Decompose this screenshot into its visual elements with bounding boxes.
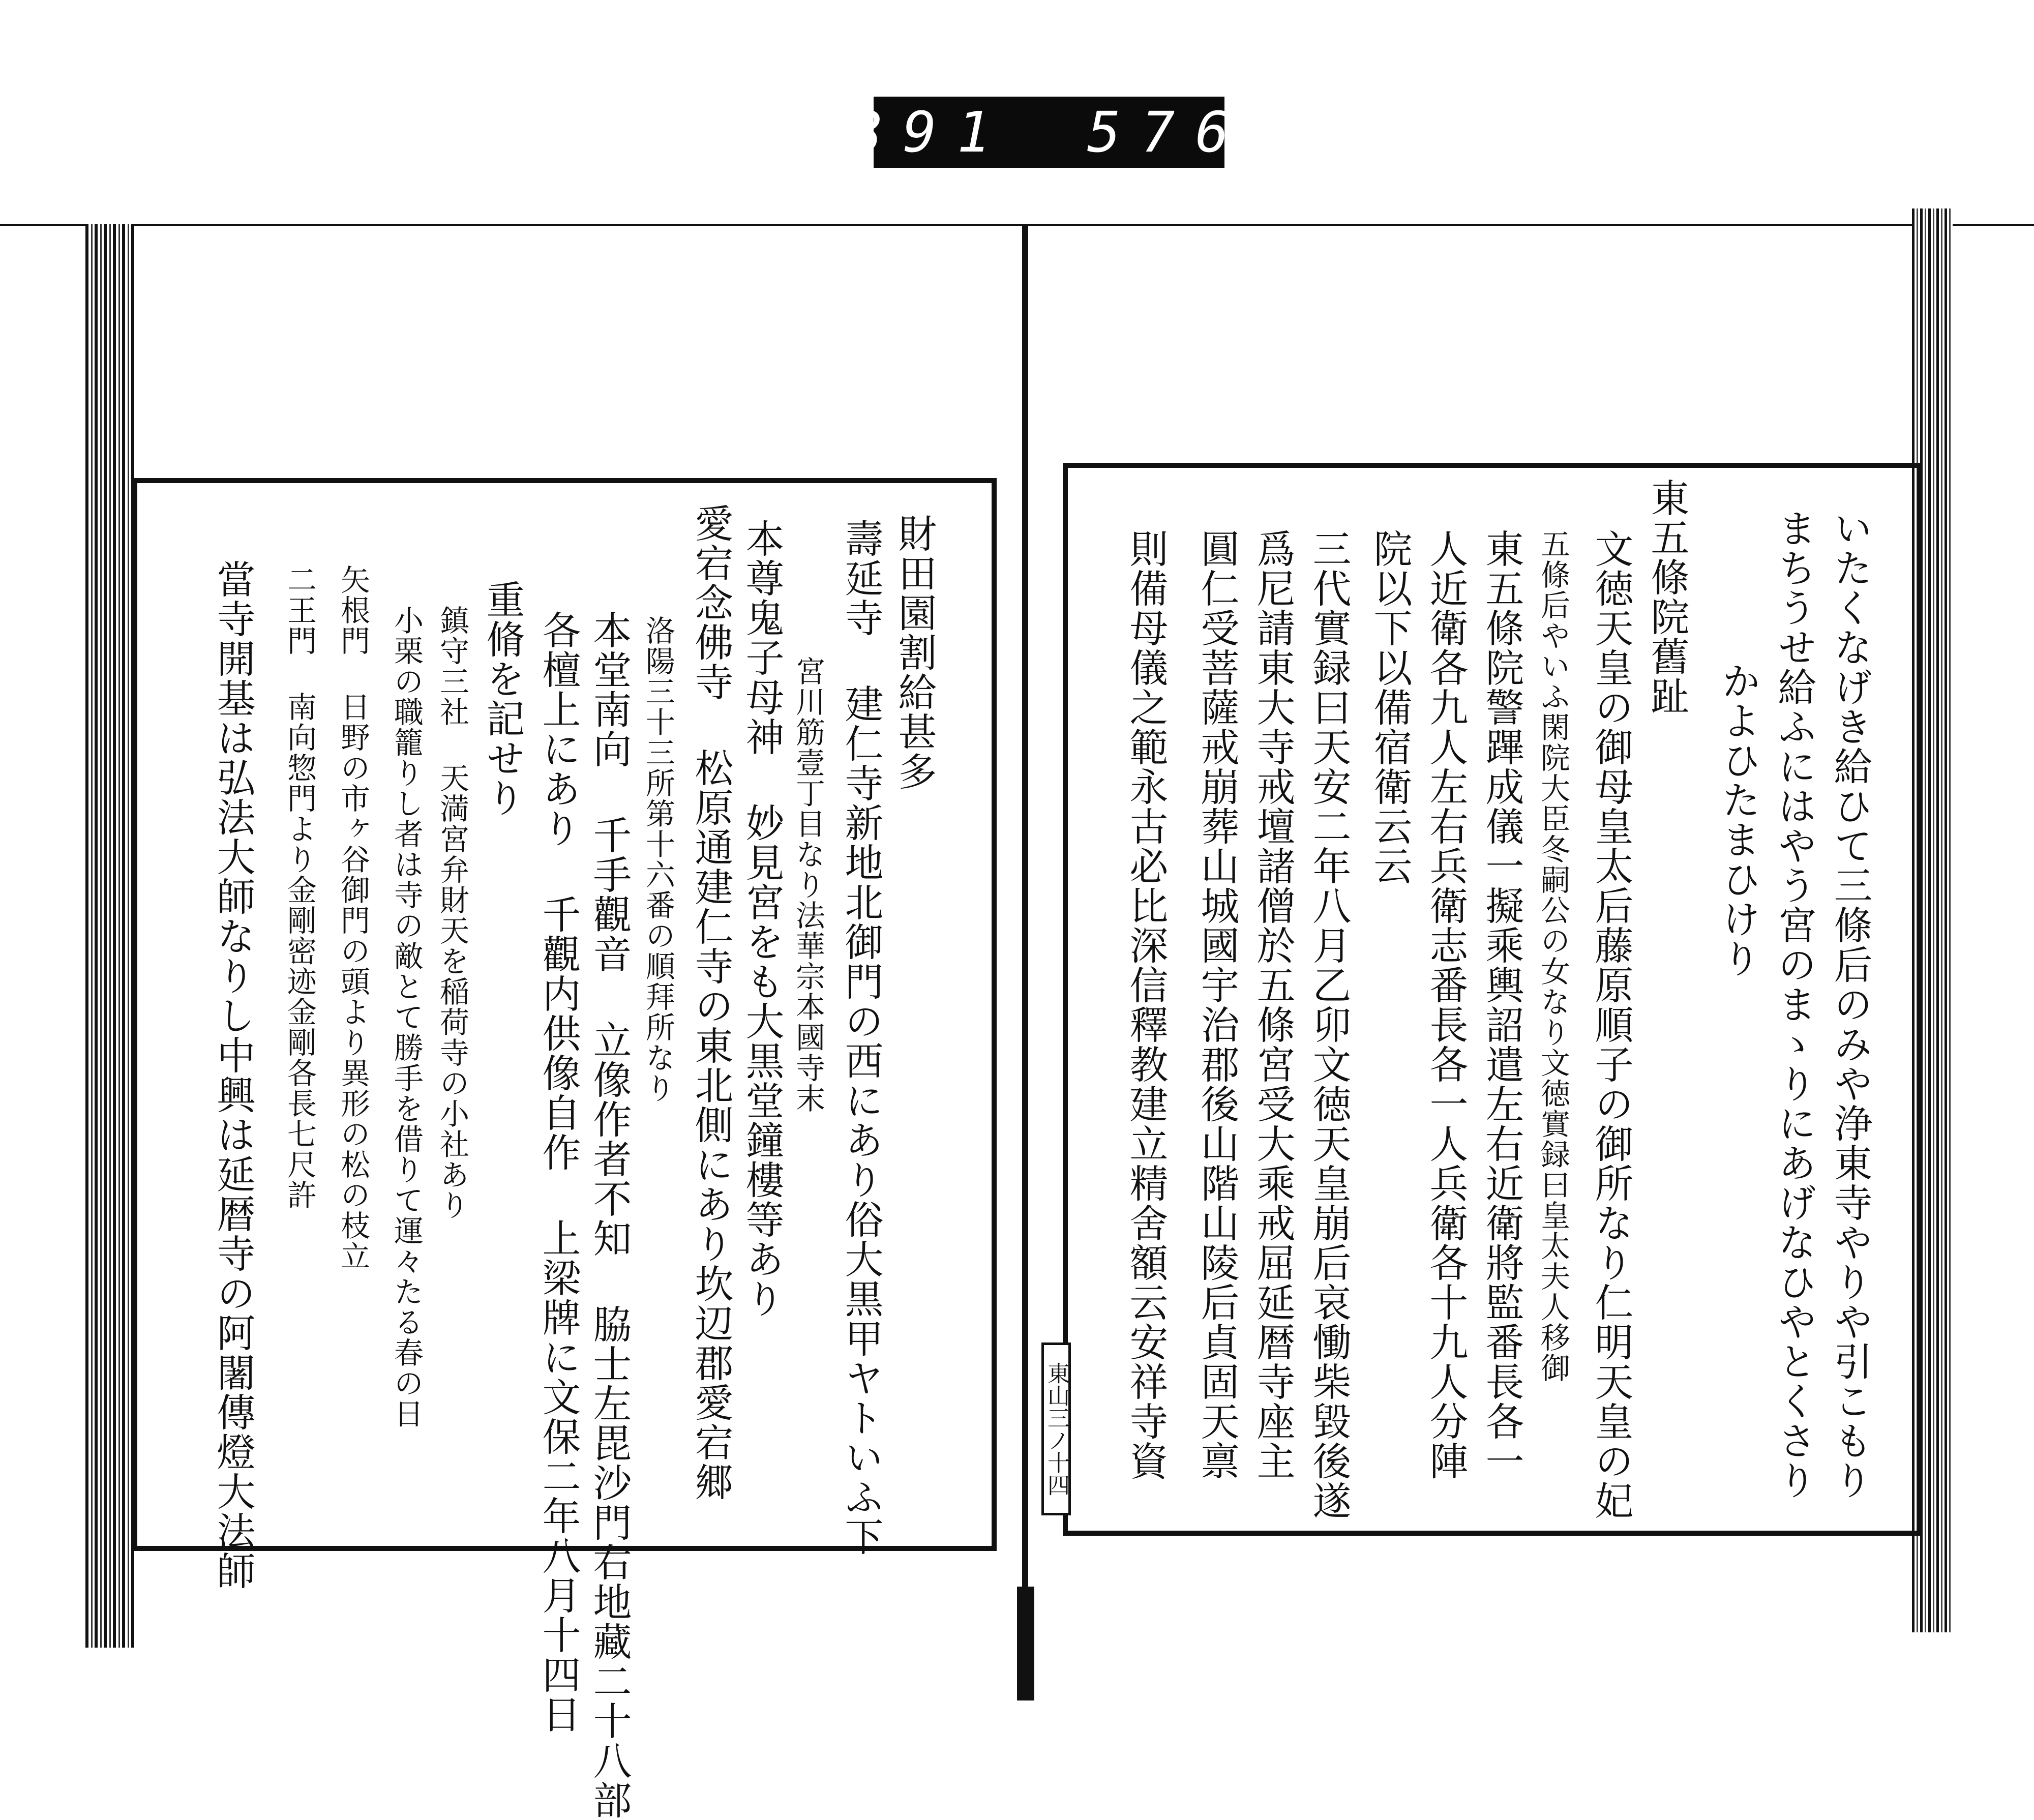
left-col-13: 二王門 南向惣門より金剛密迹金剛各長七尺許 (282, 564, 317, 1210)
right-col-12: 圓仁受菩薩戒崩葬山城國宇治郡後山階山陵后貞固天禀 (1194, 529, 1240, 1481)
left-col-1: 財田園割給甚多 (892, 514, 937, 791)
left-col-9: 重脩を記せり (480, 580, 525, 818)
left-col-4: 本尊鬼子母神 妙見宮をも大黒堂鐘樓等あり (739, 519, 785, 1319)
right-col-13: 則備母儀之範永古必比深信釋教建立精舍額云安祥寺資 (1123, 529, 1169, 1481)
left-col-10: 鎮守三社 天満宮弁財天を稲荷寺の小社あり (435, 605, 469, 1220)
left-col-14: 當寺開基は弘法大師なりし中興は延暦寺の阿闍傳燈大法師 (211, 559, 256, 1591)
right-col-9: 院以下以備宿衛云云 (1367, 529, 1413, 886)
left-col-8: 各檀上にあり 千觀内供像自作 上梁牌に文保二年八月十四日 (536, 610, 581, 1734)
right-col-7: 東五條院警蹕成儀一擬乘輿詔遣左右近衛將監番長各一 (1479, 529, 1524, 1481)
left-col-temple-entry-2: 愛宕念佛寺 松原通建仁寺の東北側にあり坎辺郡愛宕郷 (689, 503, 734, 1502)
archive-number-right: 576 (1087, 100, 1249, 165)
right-col-11: 爲尼請東大寺戒壇諸僧於五條宮受大乘戒屈延暦寺座主 (1250, 529, 1296, 1481)
left-col-6: 洛陽三十三所第十六番の順拜所なり (641, 615, 675, 1103)
right-col-10: 三代實録曰天安二年八月乙卯文徳天皇崩后哀慟柴毀後遂 (1306, 529, 1352, 1520)
top-edge-line (0, 224, 2034, 226)
right-col-3: かよひたまひけり (1716, 661, 1761, 978)
archive-number-left: 891 (849, 100, 1011, 165)
left-page-stack-edge (85, 224, 134, 1648)
left-col-12: 矢根門 日野の市ヶ谷御門の頭より異形の松の枝立 (336, 564, 370, 1271)
left-col-temple-entry: 壽延寺 建仁寺新地北御門の西にあり俗大黒甲ヤトいふ下 (839, 519, 884, 1557)
right-col-8: 人近衛各九人左右兵衛志番長各一人兵衛各十九人分陣 (1423, 529, 1469, 1481)
left-col-7: 本堂南向 千手觀音 立像作者不知 脇士左毘沙門右地藏二十八部 (587, 610, 632, 1820)
right-col-6: 五條后やいふ閑院大臣冬嗣公の女なり文徳實録曰皇太夫人移御 (1536, 529, 1570, 1383)
right-col-1: いたくなげき給ひて三條后のみや浄東寺やりや引こもり (1828, 509, 1873, 1500)
right-col-heading: 東五條院舊趾 (1644, 478, 1690, 716)
right-col-2: まちうせ給ふにはやう宮のまゝりにあげなひやとくさり (1772, 509, 1817, 1500)
left-col-11: 小栗の職籠りし者は寺の敵とて勝手を借りて運々たる春の日 (389, 605, 424, 1429)
page-number-tag: 東山三ノ十四 (1041, 1342, 1071, 1515)
right-col-5: 文徳天皇の御母皇太后藤原順子の御所なり仁明天皇の妃 (1589, 529, 1634, 1520)
spine-block (1017, 1587, 1034, 1700)
book-spine (1022, 224, 1028, 1700)
archive-number-label (849, 97, 1249, 168)
left-col-3: 宮川筋壹丁目なり法華宗本國寺末 (791, 656, 825, 1114)
